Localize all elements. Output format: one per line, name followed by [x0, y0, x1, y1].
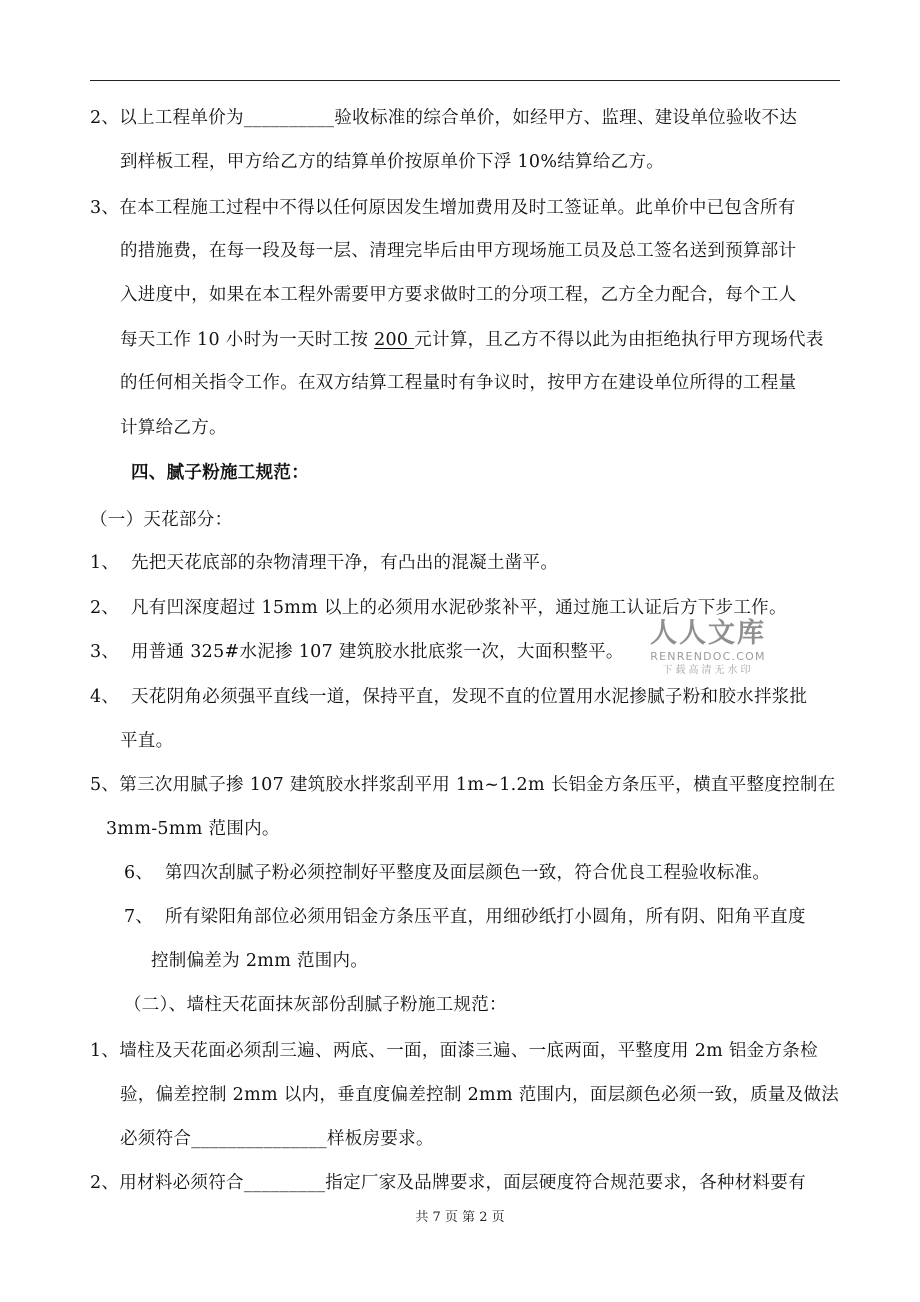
text-segment: _______________ — [191, 1129, 327, 1149]
text-segment: 必须符合 — [120, 1129, 192, 1149]
text-line-s1-i5-l2 — [106, 817, 280, 841]
text-segment: _________ — [243, 1173, 326, 1193]
text-segment: 5、第三次用腻子掺 107 建筑胶水拌浆刮平用 1m~1.2m 长铝金方条压平，横直平整度控制在 — [90, 775, 836, 795]
text-segment: 四、腻子粉施工规范： — [131, 463, 309, 483]
text-segment: 1、墙柱及天花面必须刮三遍、两底、一面，面漆三遍、一底两面，平整度用 2m 铝金方条检 — [90, 1041, 818, 1061]
watermark-domain: RENRENDOC.COM — [650, 650, 766, 663]
text-segment: __________ — [243, 108, 335, 128]
text-line-s1-i3 — [90, 640, 624, 664]
text-line-sub2 — [124, 993, 507, 1017]
text-line-s1-i1 — [90, 551, 558, 575]
text-line-s1-i4-l1 — [90, 685, 807, 709]
text-segment: 每天工作 10 小时为一天时工按 — [120, 330, 375, 350]
text-line-s1-i2 — [90, 596, 787, 620]
text-line-s1-i6 — [124, 861, 770, 885]
text-line-s1-i7-l1 — [124, 905, 806, 929]
text-line-item2-l1 — [90, 106, 797, 130]
text-segment: 2、用材料必须符合 — [90, 1173, 244, 1193]
text-segment: （二）、墙柱天花面抹灰部份刮腻子粉施工规范： — [124, 995, 507, 1015]
text-line-sub1 — [90, 508, 232, 532]
text-segment: 3、在本工程施工过程中不得以任何原因发生增加费用及时工签证单。此单价中已包含所有 — [90, 198, 796, 218]
text-line-item3-l4 — [120, 328, 824, 352]
text-line-item3-l6 — [120, 416, 227, 440]
text-segment: 入进度中，如果在本工程外需要甲方要求做时工的分项工程，乙方全力配合，每个工人 — [120, 285, 797, 305]
text-segment: 的措施费，在每一段及每一层、清理完毕后由甲方现场施工员及总工签名送到预算部计 — [120, 241, 797, 261]
text-segment: 样板房要求。 — [326, 1129, 434, 1149]
text-line-item3-l2 — [120, 239, 796, 263]
text-line-s1-i7-l2 — [151, 949, 368, 973]
text-line-item3-l1 — [90, 196, 796, 220]
text-segment: 6、 第四次刮腻子粉必须控制好平整度及面层颜色一致，符合优良工程验收标准。 — [124, 863, 771, 883]
text-segment: 到样板工程，甲方给乙方的结算单价按原单价下浮 10%结算给乙方。 — [120, 152, 665, 172]
text-segment: 3mm-5mm 范围内。 — [106, 819, 280, 839]
text-line-s2-i1-l3 — [120, 1127, 434, 1151]
watermark-logo — [633, 618, 783, 677]
text-line-s2-i1-l1 — [90, 1039, 818, 1063]
text-line-section4 — [131, 461, 309, 485]
text-segment: 1、 先把天花底部的杂物清理干净，有凸出的混凝土凿平。 — [90, 553, 559, 573]
text-segment: 指定厂家及品牌要求，面层硬度符合规范要求，各种材料要有 — [325, 1173, 806, 1193]
text-line-s1-i4-l2 — [120, 729, 173, 753]
text-line-s1-i5-l1 — [90, 773, 836, 797]
text-segment: （一）天花部分： — [90, 510, 233, 530]
text-segment: 计算给乙方。 — [120, 418, 227, 438]
watermark-slogan: 下载高清无水印 — [662, 665, 754, 676]
text-segment: 7、 所有梁阳角部位必须用铝金方条压平直，用细砂纸打小圆角，所有阴、阳角平直度 — [124, 907, 806, 927]
text-segment: 3、 用普通 325#水泥掺 107 建筑胶水批底浆一次，大面积整平。 — [90, 642, 624, 662]
text-line-item3-l3 — [120, 283, 796, 307]
text-segment: 验，偏差控制 2mm 以内，垂直度偏差控制 2mm 范围内，面层颜色必须一致，质量及做法 — [120, 1085, 840, 1105]
text-line-item3-l5 — [120, 371, 796, 395]
text-segment: 4、 天花阴角必须强平直线一道，保持平直，发现不直的位置用水泥掺腻子粉和胶水拌浆批 — [90, 687, 808, 707]
text-line-item2-l2 — [120, 150, 664, 174]
text-line-s2-i1-l2 — [120, 1083, 839, 1107]
underlined-value: 200 — [374, 330, 415, 350]
text-segment: 2、 凡有凹深度超过 15mm 以上的必须用水泥砂浆补平，通过施工认证后方下步工作。 — [90, 598, 787, 618]
text-segment: 控制偏差为 2mm 范围内。 — [151, 951, 369, 971]
text-segment: 验收标准的综合单价，如经甲方、监理、建设单位验收不达 — [334, 108, 798, 128]
header-rule — [90, 80, 840, 81]
text-line-s2-i2-l1 — [90, 1171, 806, 1195]
page-footer: 共 7 页 第 2 页 — [415, 1210, 505, 1225]
text-segment: 平直。 — [120, 731, 174, 751]
text-segment: 元计算，且乙方不得以此为由拒绝执行甲方现场代表 — [414, 330, 824, 350]
text-segment: 的任何相关指令工作。在双方结算工程量时有争议时，按甲方在建设单位所得的工程量 — [120, 373, 797, 393]
watermark-title: 人人文库 — [650, 618, 766, 649]
text-segment: 2、以上工程单价为 — [90, 108, 244, 128]
